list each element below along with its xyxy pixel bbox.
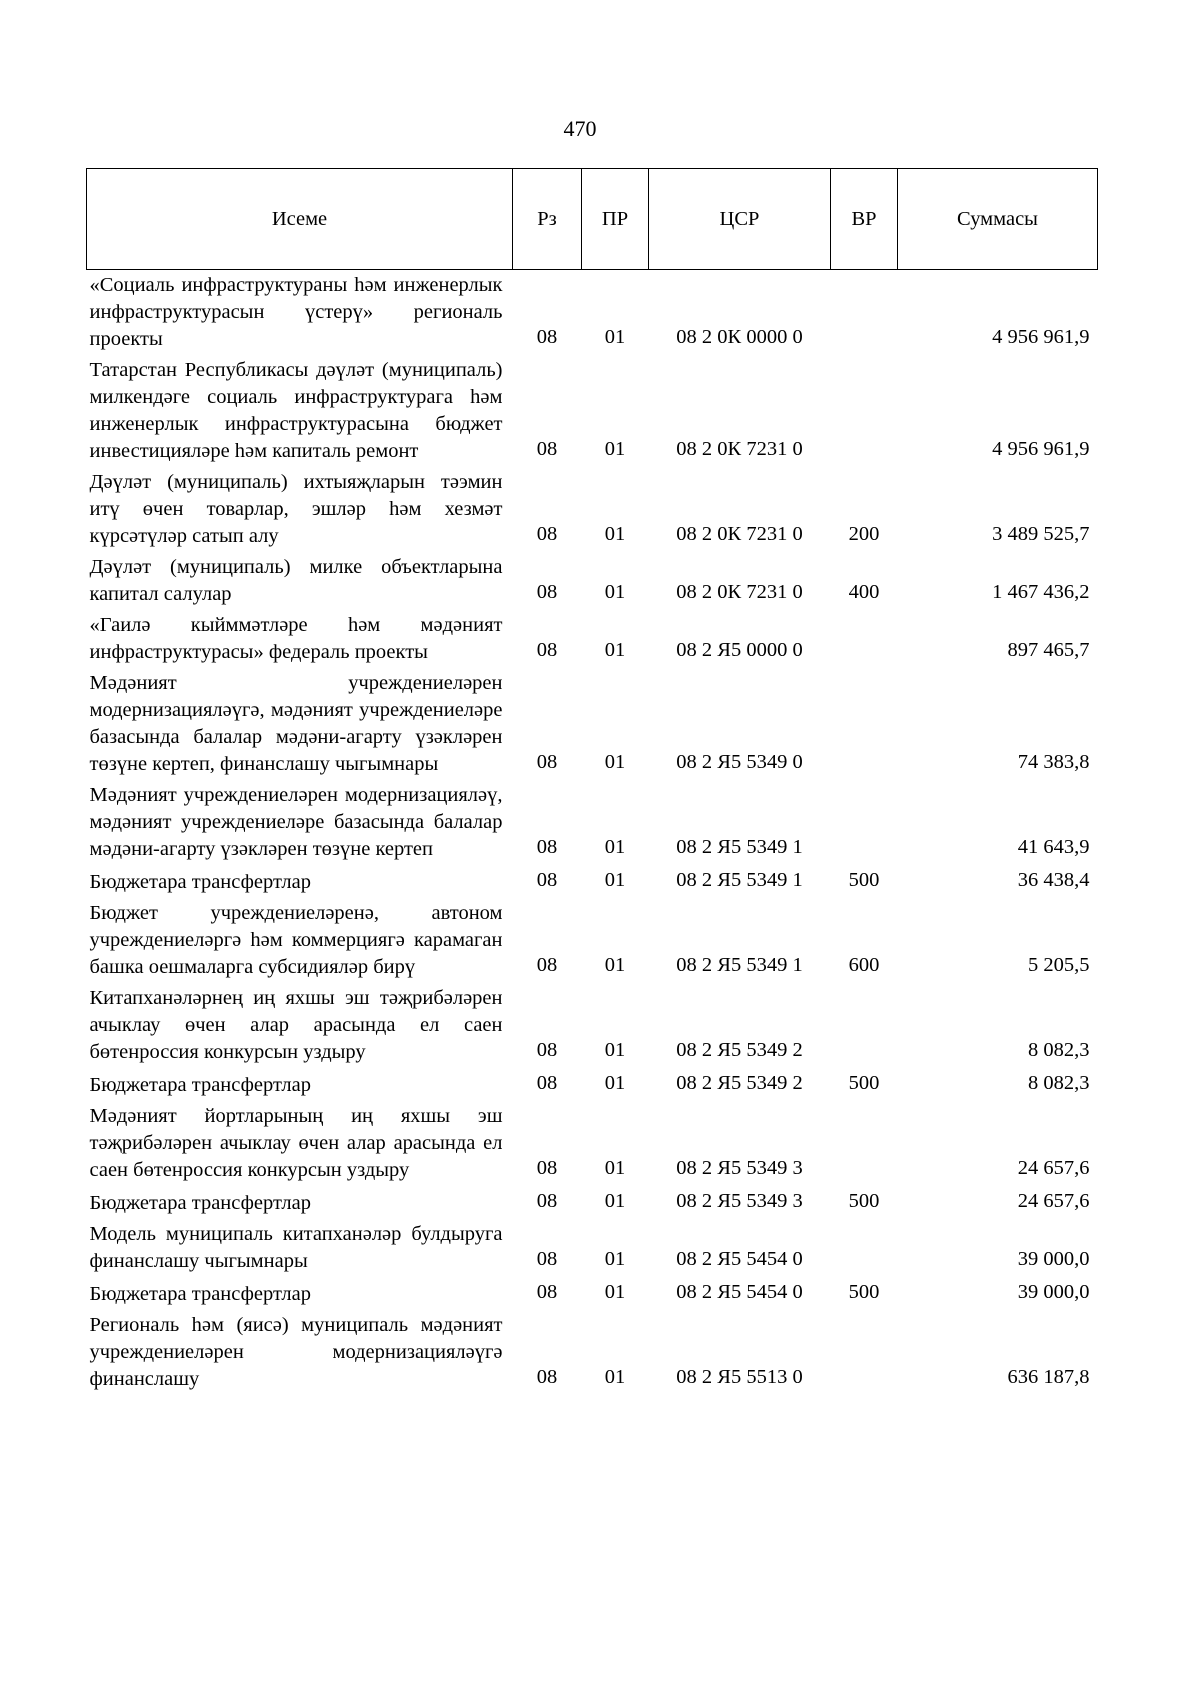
- cell-name: Мәдәният йортларының иң яхшы эш тәҗрибәләрен ачыклау өчен алар арасында ел саен бөтенроссия конкурсын уздыру: [89, 1105, 503, 1181]
- table-row: [87, 552, 1098, 610]
- cell-sum: 24 657,6: [1017, 1157, 1090, 1179]
- cell-sum: 74 383,8: [1017, 751, 1090, 773]
- cell-csr: 08 2 Я5 5349 1: [676, 836, 803, 858]
- cell-vr: 500: [848, 1072, 880, 1094]
- cell-sum: 636 187,8: [1007, 1366, 1090, 1388]
- cell-name: Китапханәләрнең иң яхшы эш тәҗрибәләрен ачыклау өчен алар арасында ел саен бөтенроссия конкурсын уздыру: [89, 987, 503, 1063]
- cell-name: Региональ һәм (яисә) муниципаль мәдәният учреждениеләрен модернизацияләүгә финанслашу: [89, 1314, 503, 1390]
- cell-sum: 39 000,0: [1017, 1248, 1090, 1270]
- cell-pr: 01: [604, 836, 626, 858]
- budget-table: [86, 168, 1098, 1395]
- cell-sum: 4 956 961,9: [992, 438, 1090, 460]
- cell-sum: 4 956 961,9: [992, 326, 1090, 348]
- table-body: [87, 270, 1098, 1396]
- cell-name: Дәүләт (муниципаль) ихтыяҗларын тәэмин итү өчен товарлар, эшләр һәм хезмәт күрсәтүләр сатып алу: [89, 471, 503, 547]
- table-row: [87, 780, 1098, 865]
- table-row: [87, 1277, 1098, 1310]
- cell-pr: 01: [604, 326, 626, 348]
- table-row: [87, 270, 1098, 356]
- cell-pr: 01: [604, 639, 626, 661]
- table-row: [87, 668, 1098, 780]
- cell-vr: 500: [848, 1190, 880, 1212]
- cell-csr: 08 2 0К 7231 0: [676, 581, 803, 603]
- header-pr: ПР: [582, 169, 649, 270]
- cell-csr: 08 2 Я5 5454 0: [676, 1281, 803, 1303]
- cell-rz: 08: [536, 1366, 558, 1388]
- cell-vr: [831, 1219, 898, 1277]
- cell-name: «Гаилә кыйммәтләре һәм мәдәният инфраструктурасы» федераль проекты: [89, 614, 503, 663]
- table-row: [87, 1101, 1098, 1186]
- cell-csr: 08 2 Я5 5349 3: [676, 1157, 803, 1179]
- cell-pr: 01: [604, 869, 626, 891]
- cell-rz: 08: [536, 954, 558, 976]
- cell-vr: 500: [848, 869, 880, 891]
- cell-vr: [831, 610, 898, 668]
- cell-rz: 08: [536, 1281, 558, 1303]
- cell-pr: 01: [604, 1157, 626, 1179]
- table-row: [87, 610, 1098, 668]
- cell-name: Мәдәният учреждениеләрен модернизацияләүгә, мәдәният учреждениеләре базасында балалар мәдәни-агарту үзәкләрен төзүне кертеп, финанслашу чыгымнары: [89, 672, 503, 775]
- cell-csr: 08 2 Я5 5513 0: [676, 1366, 803, 1388]
- cell-sum: 3 489 525,7: [992, 523, 1090, 545]
- cell-csr: 08 2 0К 7231 0: [676, 523, 803, 545]
- cell-vr: [831, 983, 898, 1068]
- cell-csr: 08 2 Я5 5454 0: [676, 1248, 803, 1270]
- cell-vr: [831, 780, 898, 865]
- cell-name: Бюджетара трансфертлар: [89, 871, 312, 893]
- cell-pr: 01: [604, 1366, 626, 1388]
- cell-rz: 08: [536, 438, 558, 460]
- cell-vr: 200: [848, 523, 880, 545]
- cell-pr: 01: [604, 1072, 626, 1094]
- table-row: [87, 1310, 1098, 1395]
- cell-vr: [831, 355, 898, 467]
- cell-rz: 08: [536, 869, 558, 891]
- cell-csr: 08 2 0К 7231 0: [676, 438, 803, 460]
- cell-sum: 39 000,0: [1017, 1281, 1090, 1303]
- header-name: Исеме: [87, 169, 513, 270]
- cell-vr: [831, 668, 898, 780]
- cell-vr: [831, 1101, 898, 1186]
- cell-vr: 500: [848, 1281, 880, 1303]
- cell-sum: 41 643,9: [1017, 836, 1090, 858]
- cell-csr: 08 2 Я5 0000 0: [676, 639, 803, 661]
- cell-name: Мәдәният учреждениеләрен модернизацияләү, мәдәният учреждениеләре базасында балалар мәдәни-агарту үзәкләрен төзүне кертеп: [89, 784, 503, 860]
- cell-name: Бюджетара трансфертлар: [89, 1074, 312, 1096]
- cell-name: Бюджетара трансфертлар: [89, 1283, 312, 1305]
- cell-sum: 24 657,6: [1017, 1190, 1090, 1212]
- cell-pr: 01: [604, 751, 626, 773]
- cell-name: Татарстан Республикасы дәүләт (муниципаль) милкендәге социаль инфраструктурага һәм инженерлык инфраструктурасына бюджет инвестицияләре һәм капиталь ремонт: [89, 359, 503, 462]
- cell-sum: 5 205,5: [1028, 954, 1090, 976]
- cell-pr: 01: [604, 1248, 626, 1270]
- cell-vr: [831, 1310, 898, 1395]
- table-row: [87, 1186, 1098, 1219]
- table-row: [87, 865, 1098, 898]
- cell-sum: 1 467 436,2: [992, 581, 1090, 603]
- table-row: [87, 983, 1098, 1068]
- cell-rz: 08: [536, 1072, 558, 1094]
- cell-pr: 01: [604, 581, 626, 603]
- cell-rz: 08: [536, 751, 558, 773]
- cell-sum: 897 465,7: [1007, 639, 1090, 661]
- cell-sum: 36 438,4: [1017, 869, 1090, 891]
- cell-vr: [831, 270, 898, 356]
- cell-rz: 08: [536, 639, 558, 661]
- table-row: [87, 1219, 1098, 1277]
- page-number: 470: [563, 116, 597, 141]
- table-row: [87, 355, 1098, 467]
- cell-name: Модель муниципаль китапханәләр булдыруга финанслашу чыгымнары: [89, 1223, 503, 1272]
- cell-csr: 08 2 Я5 5349 2: [676, 1039, 803, 1061]
- cell-csr: 08 2 Я5 5349 2: [676, 1072, 803, 1094]
- cell-rz: 08: [536, 523, 558, 545]
- cell-csr: 08 2 Я5 5349 1: [676, 869, 803, 891]
- cell-rz: 08: [536, 1157, 558, 1179]
- cell-rz: 08: [536, 1190, 558, 1212]
- cell-sum: 8 082,3: [1028, 1072, 1090, 1094]
- cell-sum: 8 082,3: [1028, 1039, 1090, 1061]
- cell-csr: 08 2 Я5 5349 0: [676, 751, 803, 773]
- cell-pr: 01: [604, 438, 626, 460]
- header-sum: Суммасы: [898, 169, 1098, 270]
- cell-name: Бюджет учреждениеләренә, автоном учреждениеләргә һәм коммерциягә карамаган башка оешмаларга субсидияләр бирү: [89, 902, 503, 978]
- cell-vr: 400: [848, 581, 880, 603]
- cell-csr: 08 2 Я5 5349 1: [676, 954, 803, 976]
- cell-csr: 08 2 0К 0000 0: [676, 326, 803, 348]
- cell-csr: 08 2 Я5 5349 3: [676, 1190, 803, 1212]
- cell-rz: 08: [536, 1039, 558, 1061]
- cell-pr: 01: [604, 1281, 626, 1303]
- table-header-row: [87, 169, 1098, 270]
- cell-name: «Социаль инфраструктураны һәм инженерлык инфраструктурасын үстерү» региональ проекты: [89, 274, 503, 350]
- header-rz: Рз: [513, 169, 582, 270]
- cell-name: Дәүләт (муниципаль) милке объектларына капитал салулар: [89, 556, 503, 605]
- cell-vr: 600: [848, 954, 880, 976]
- cell-pr: 01: [604, 954, 626, 976]
- cell-rz: 08: [536, 326, 558, 348]
- cell-pr: 01: [604, 1039, 626, 1061]
- header-csr: ЦСР: [649, 169, 831, 270]
- cell-name: Бюджетара трансфертлар: [89, 1192, 312, 1214]
- cell-pr: 01: [604, 1190, 626, 1212]
- header-vr: ВР: [831, 169, 898, 270]
- table-row: [87, 898, 1098, 983]
- cell-pr: 01: [604, 523, 626, 545]
- table-row: [87, 1068, 1098, 1101]
- cell-rz: 08: [536, 581, 558, 603]
- table-row: [87, 467, 1098, 552]
- cell-rz: 08: [536, 836, 558, 858]
- cell-rz: 08: [536, 1248, 558, 1270]
